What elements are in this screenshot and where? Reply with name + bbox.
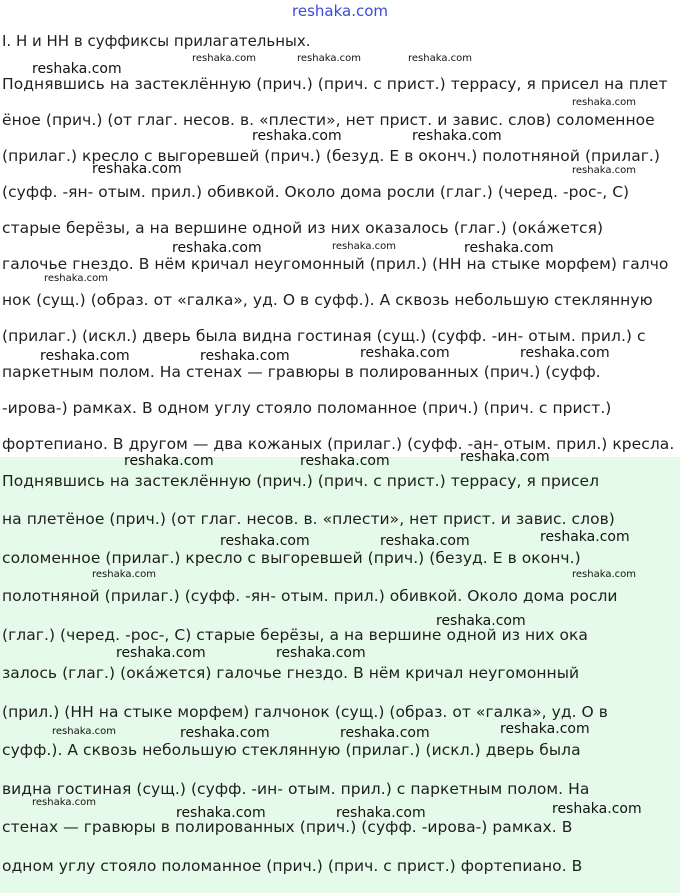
watermark: reshaka.com xyxy=(572,569,636,580)
watermark: reshaka.com xyxy=(32,797,96,808)
watermark: reshaka.com xyxy=(32,61,122,77)
watermark: reshaka.com xyxy=(116,645,206,661)
text-line: (суфф. -ян- отым. прил.) обивкой. Около дома росли (глаг.) (черед. -рос-, С) xyxy=(2,183,630,201)
watermark: reshaka.com xyxy=(40,348,130,364)
watermark: reshaka.com xyxy=(300,453,390,469)
watermark: reshaka.com xyxy=(220,533,310,549)
text-line: Поднявшись на застеклённую (прич.) (прич. с прист.) террасу, я присел xyxy=(2,472,600,490)
text-line: соломенное (прилаг.) кресло с выгоревшей (прич.) (безуд. Е в оконч.) xyxy=(2,549,581,567)
section-heading: I. Н и НН в суффиксы прилагательных. xyxy=(2,32,311,50)
watermark: reshaka.com xyxy=(500,721,590,737)
text-line: Поднявшись на застеклённую (прич.) (прич. с прист.) террасу, я присел на плет xyxy=(2,75,668,93)
watermark: reshaka.com xyxy=(332,241,396,252)
watermark: reshaka.com xyxy=(176,805,266,821)
text-line: фортепиано. В другом — два кожаных (прилаг.) (суфф. -ан- отым. прил.) кресла. xyxy=(2,435,675,453)
watermark: reshaka.com xyxy=(92,161,182,177)
watermark: reshaka.com xyxy=(200,348,290,364)
watermark: reshaka.com xyxy=(572,97,636,108)
watermark: reshaka.com xyxy=(412,128,502,144)
text-line: (прилаг.) кресло с выгоревшей (прич.) (безуд. Е в оконч.) полотняной (прилаг.) xyxy=(2,147,661,165)
text-line: (прил.) (НН на стыке морфем) галчонок (сущ.) (образ. от «галка», уд. О в xyxy=(2,703,608,721)
text-line: одном углу стояло поломанное (прич.) (прич. с прист.) фортепиано. В xyxy=(2,857,583,875)
watermark: reshaka.com xyxy=(336,805,426,821)
watermark: reshaka.com xyxy=(276,645,366,661)
watermark: reshaka.com xyxy=(572,165,636,176)
text-line: старые берёзы, а на вершине одной из них оказалось (глаг.) (окáжется) xyxy=(2,219,604,237)
watermark: reshaka.com xyxy=(340,725,430,741)
watermark: reshaka.com xyxy=(408,53,472,64)
text-line: стенах — гравюры в полированных (прич.) (суфф. -ирова-) рамках. В xyxy=(2,818,573,836)
text-line: паркетным полом. На стенах — гравюры в полированных (прич.) (суфф. xyxy=(2,363,601,381)
watermark: reshaka.com xyxy=(252,128,342,144)
watermark: reshaka.com xyxy=(297,53,361,64)
text-line: суфф.). А сквозь небольшую стеклянную (прилаг.) (искл.) дверь была xyxy=(2,741,581,759)
watermark: reshaka.com xyxy=(180,725,270,741)
watermark: reshaka.com xyxy=(552,801,642,817)
text-line: (прилаг.) (искл.) дверь была видна гостиная (сущ.) (суфф. -ин- отым. прил.) с xyxy=(2,327,646,345)
watermark: reshaka.com xyxy=(360,345,450,361)
text-line: на плетёное (прич.) (от глаг. несов. в. «плести», нет прист. и завис. слов) xyxy=(2,510,615,528)
watermark: reshaka.com xyxy=(464,240,554,256)
watermark: reshaka.com xyxy=(540,529,630,545)
watermark: reshaka.com xyxy=(124,453,214,469)
text-line: полотняной (прилаг.) (суфф. -ян- отым. прил.) обивкой. Около дома росли xyxy=(2,587,618,605)
site-title[interactable]: reshaka.com xyxy=(292,2,388,20)
watermark: reshaka.com xyxy=(380,533,470,549)
text-line: нок (сущ.) (образ. от «галка», уд. О в суфф.). А сквозь небольшую стеклянную xyxy=(2,291,653,309)
watermark: reshaka.com xyxy=(436,613,526,629)
watermark: reshaka.com xyxy=(520,345,610,361)
watermark: reshaka.com xyxy=(172,240,262,256)
watermark: reshaka.com xyxy=(44,273,108,284)
text-line: -ирова-) рамках. В одном углу стояло поломанное (прич.) (прич. с прист.) xyxy=(2,399,612,417)
text-line: видна гостиная (сущ.) (суфф. -ин- отым. прил.) с паркетным полом. На xyxy=(2,780,590,798)
watermark: reshaka.com xyxy=(52,726,116,737)
text-line: ёное (прич.) (от глаг. несов. в. «плести», нет прист. и завис. слов) соломенное xyxy=(2,111,655,129)
text-line: (глаг.) (черед. -рос-, С) старые берёзы, а на вершине одной из них ока xyxy=(2,626,588,644)
text-line: галочье гнездо. В нём кричал неугомонный (прил.) (НН на стыке морфем) галчо xyxy=(2,255,669,273)
watermark: reshaka.com xyxy=(460,449,550,465)
watermark: reshaka.com xyxy=(192,53,256,64)
watermark: reshaka.com xyxy=(92,569,156,580)
text-line: залось (глаг.) (окáжется) галочье гнездо. В нём кричал неугомонный xyxy=(2,664,580,682)
